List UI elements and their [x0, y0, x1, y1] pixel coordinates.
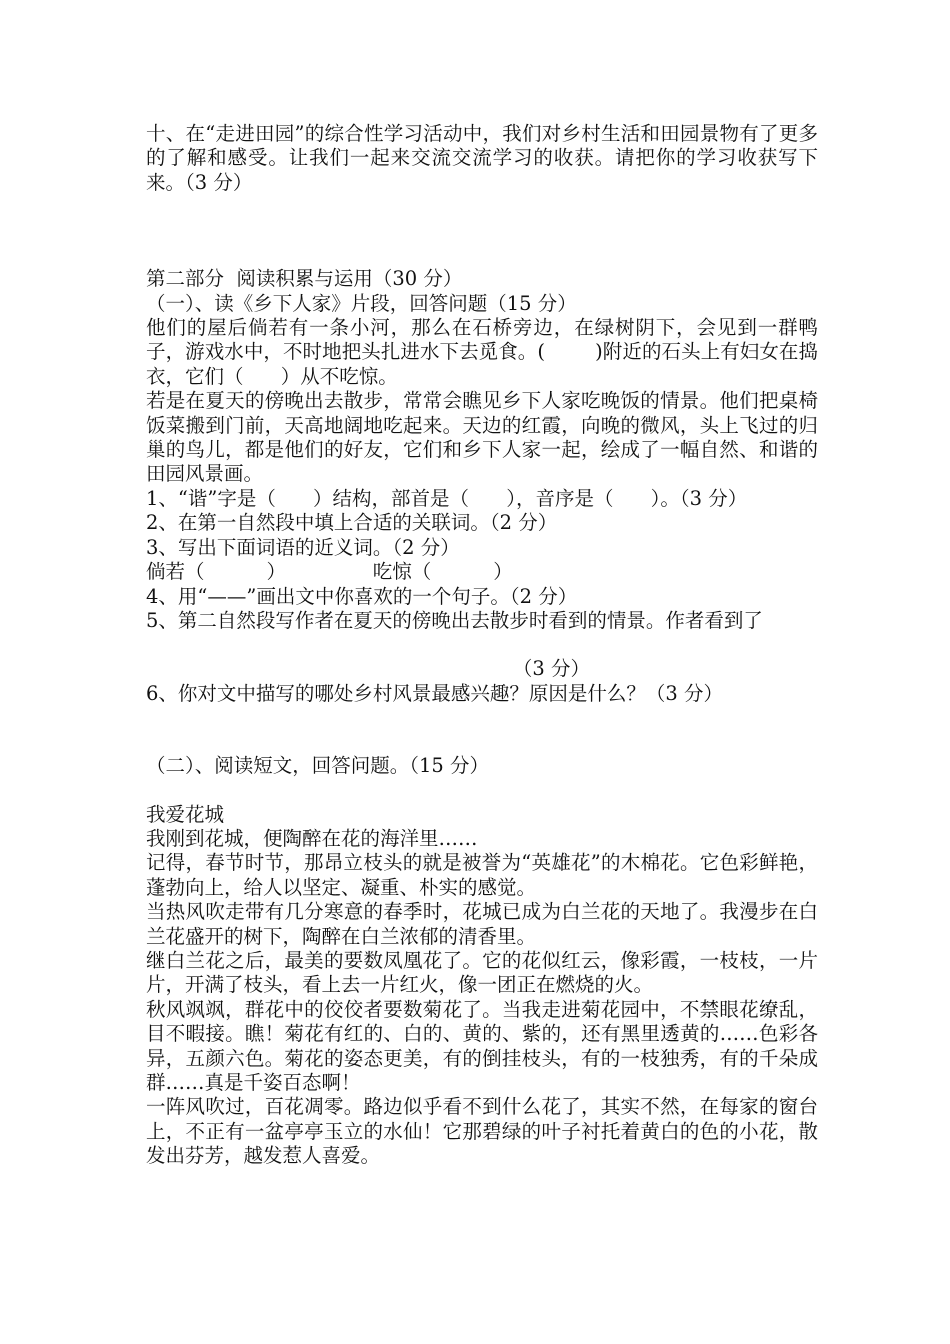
- reading1-question-4: 4、用“——”画出文中你喜欢的一个句子。（2 分）: [146, 584, 578, 608]
- document-content: [146, 122, 818, 1169]
- question-10: 十、在“走进田园”的综合性学习活动中，我们对乡村生活和田园景物有了更多的了解和感受。让我们一起来交流交流学习的收获。请把你的学习收获写下来。（3 分）: [146, 122, 818, 194]
- answer-space: [146, 706, 818, 754]
- reading2-paragraph-2: 记得，春节时节，那昂立枝头的就是被誉为“英雄花”的木棉花。它色彩鲜艳，蓬勃向上，给人以坚定、凝重、朴实的感觉。: [146, 851, 818, 899]
- reading1-question-3-items: 倘若（ ） 吃惊（ ）: [146, 560, 513, 584]
- reading1-question-2: 2、在第一自然段中填上合适的关联词。（2 分）: [146, 511, 558, 535]
- answer-space: [146, 633, 818, 657]
- reading1-paragraph-1: 他们的屋后倘若有一条小河，那么在石桥旁边，在绿树阴下，会见到一群鸭子，游戏水中，不时地把头扎进水下去觅食。( )附近的石头上有妇女在捣衣，它们（ ）从不吃惊。: [146, 316, 818, 388]
- reading2-paragraph-5: 秋风飒飒，群花中的佼佼者要数菊花了。当我走进菊花园中，不禁眼花缭乱，目不暇接。瞧！菊花有红的、白的、黄的、紫的，还有黑里透黄的……色彩各异，五颜六色。菊花的姿态更美，有的倒挂枝头，有的一枝独秀，有的千朵成群……真是千姿百态啊！: [146, 997, 818, 1094]
- reading1-question-3: 3、写出下面词语的近义词。（2 分）: [146, 535, 460, 559]
- reading2-paragraph-4: 继白兰花之后，最美的要数凤凰花了。它的花似红云，像彩霞，一枝枝，一片片，开满了枝头，看上去一片红火，像一团正在燃烧的火。: [146, 948, 818, 997]
- reading1-question-1: 1、“谐”字是（ ）结构，部首是（ ），音序是（ ）。（3 分）: [146, 486, 748, 510]
- reading1-heading: （一）、读《乡下人家》片段，回答问题（15 分）: [146, 291, 577, 315]
- reading2-paragraph-3: 当热风吹走带有几分寒意的春季时，花城已成为白兰花的天地了。我漫步在白兰花盛开的树下，陶醉在白兰浓郁的清香里。: [146, 900, 818, 948]
- reading1-question-5: 5、第二自然段写作者在夏天的傍晚出去散步时看到的情景。作者看到了: [146, 608, 763, 632]
- reading1-question-5-score: （3 分）: [512, 657, 590, 681]
- reading2-heading: （二）、阅读短文，回答问题。（15 分）: [146, 754, 490, 778]
- answer-space: [146, 195, 818, 267]
- reading2-title: 我爱花城: [146, 802, 225, 826]
- reading2-paragraph-1: 我刚到花城，便陶醉在花的海洋里……: [146, 826, 478, 850]
- reading2-paragraph-6: 一阵风吹过，百花凋零。路边似乎看不到什么花了，其实不然，在每家的窗台上，不正有一盆亭亭玉立的水仙！它那碧绿的叶子衬托着黄白的色的小花，散发出芬芳，越发惹人喜爱。: [146, 1095, 818, 1168]
- part2-heading: 第二部分 阅读积累与运用（30 分）: [146, 267, 463, 291]
- spacer: [146, 779, 818, 803]
- reading1-question-6: 6、你对文中描写的哪处乡村风景最感兴趣？原因是什么？（3 分）: [146, 681, 724, 705]
- reading1-paragraph-2: 若是在夏天的傍晚出去散步，常常会瞧见乡下人家吃晚饭的情景。他们把桌椅饭菜搬到门前，天高地阔地吃起来。天边的红霞，向晚的微风，头上飞过的归巢的鸟儿，都是他们的好友，它们和乡下人家一起，绘成了一幅自然、和谐的田园风景画。: [146, 389, 818, 486]
